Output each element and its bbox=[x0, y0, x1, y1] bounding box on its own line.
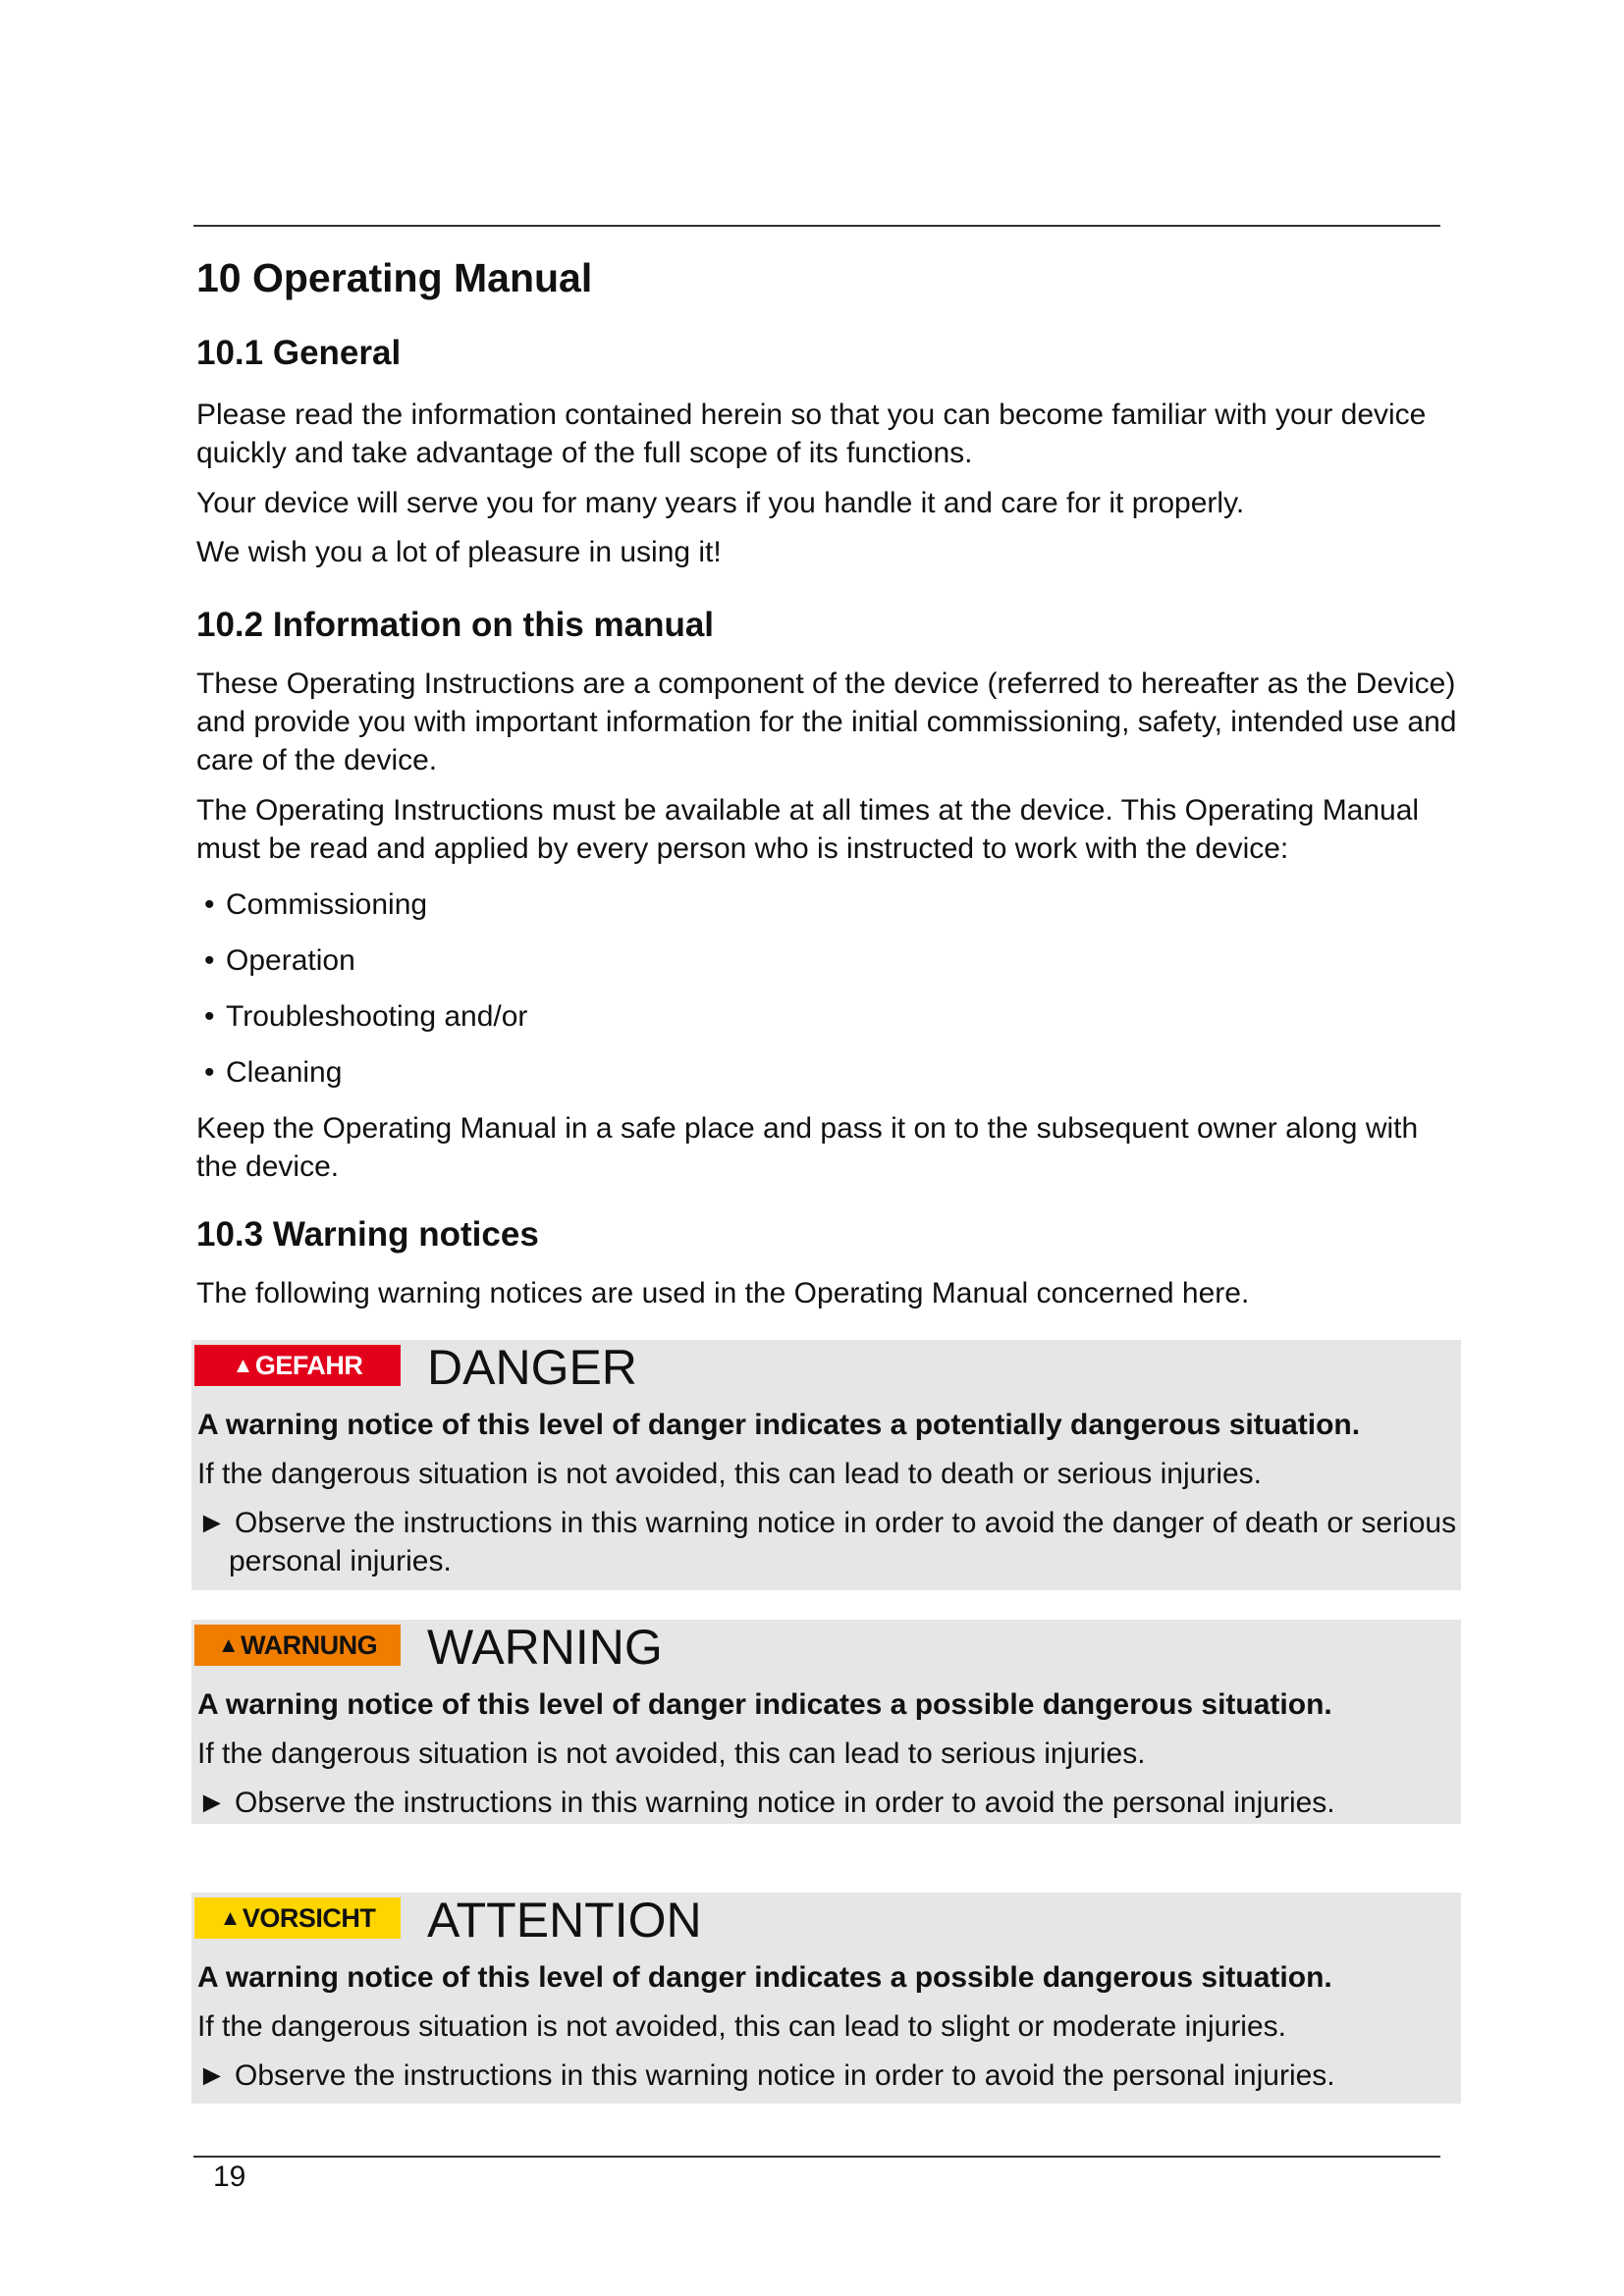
section-heading-general: 10.1 General bbox=[196, 334, 402, 372]
general-paragraph-2: Your device will serve you for many years if you handle it and care for it properly. bbox=[196, 487, 1245, 519]
warnings-intro: The following warning notices are used in the Operating Manual concerned here. bbox=[196, 1277, 1250, 1309]
danger-description: A warning notice of this level of danger indicates a potentially dangerous situation. bbox=[197, 1409, 1361, 1441]
warning-label-badge: ▲ WARNUNG bbox=[194, 1625, 401, 1666]
attention-instruction: ► Observe the instructions in this warning notice in order to avoid the personal injuries. bbox=[197, 2059, 1335, 2092]
bullet-item: • Commissioning bbox=[204, 885, 427, 924]
section-heading-warnings: 10.3 Warning notices bbox=[196, 1215, 539, 1254]
warning-triangle-icon: ▲ bbox=[219, 1905, 241, 1930]
attention-notice bbox=[191, 1893, 1461, 2104]
warning-description: A warning notice of this level of danger indicates a possible dangerous situation. bbox=[197, 1688, 1332, 1721]
info-paragraph-2: The Operating Instructions must be available at all times at the device. This Operating Manual must be read and applied by every person who is instructed to work with the device: bbox=[196, 794, 1420, 865]
bullet-dot-icon: • bbox=[204, 1056, 215, 1089]
header-rule bbox=[193, 225, 1440, 227]
chapter-title: 10 Operating Manual bbox=[196, 255, 593, 300]
bullet-item: • Cleaning bbox=[204, 1053, 342, 1092]
attention-description: A warning notice of this level of danger indicates a possible dangerous situation. bbox=[197, 1961, 1332, 1994]
section-heading-info: 10.2 Information on this manual bbox=[196, 606, 715, 644]
danger-notice bbox=[191, 1340, 1461, 1590]
attention-consequence: If the dangerous situation is not avoided, this can lead to slight or moderate injuries. bbox=[197, 2010, 1286, 2043]
page-number: 19 bbox=[213, 2161, 246, 2193]
danger-instruction: ► Observe the instructions in this warning notice in order to avoid the danger of death or serious personal injuries. bbox=[197, 1507, 1457, 1577]
danger-title: DANGER bbox=[427, 1340, 637, 1395]
warning-triangle-icon: ▲ bbox=[217, 1632, 240, 1657]
warning-triangle-icon: ▲ bbox=[232, 1353, 253, 1377]
bullet-dot-icon: • bbox=[204, 944, 215, 977]
warning-notice bbox=[191, 1620, 1461, 1824]
bullet-dot-icon: • bbox=[204, 1000, 215, 1033]
info-paragraph-1: These Operating Instructions are a component of the device (referred to hereafter as the Device) and provide you with important information for the initial commissioning, safety, intended use and care of the device. bbox=[196, 667, 1457, 776]
bullet-item: • Operation bbox=[204, 941, 355, 980]
attention-title: ATTENTION bbox=[427, 1893, 702, 1948]
danger-label-badge: ▲ GEFAHR bbox=[194, 1345, 401, 1386]
arrow-right-icon: ► bbox=[197, 1787, 236, 1819]
footer-rule bbox=[193, 2156, 1440, 2158]
general-paragraph-1: Please read the information contained herein so that you can become familiar with your device quickly and take advantage of the full scope of its functions. bbox=[196, 399, 1427, 469]
warning-consequence: If the dangerous situation is not avoided, this can lead to serious injuries. bbox=[197, 1737, 1146, 1770]
bullet-item: • Troubleshooting and/or bbox=[204, 997, 527, 1036]
warning-instruction: ► Observe the instructions in this warning notice in order to avoid the personal injuries. bbox=[197, 1787, 1335, 1819]
arrow-right-icon: ► bbox=[197, 2059, 236, 2092]
danger-consequence: If the dangerous situation is not avoided, this can lead to death or serious injuries. bbox=[197, 1458, 1262, 1490]
bullet-dot-icon: • bbox=[204, 888, 215, 921]
arrow-right-icon: ► bbox=[197, 1507, 236, 1539]
general-paragraph-3: We wish you a lot of pleasure in using it! bbox=[196, 536, 722, 568]
info-paragraph-3: Keep the Operating Manual in a safe place and pass it on to the subsequent owner along with the device. bbox=[196, 1112, 1419, 1183]
attention-label-badge: ▲ VORSICHT bbox=[194, 1897, 401, 1939]
warning-title: WARNING bbox=[427, 1620, 663, 1675]
